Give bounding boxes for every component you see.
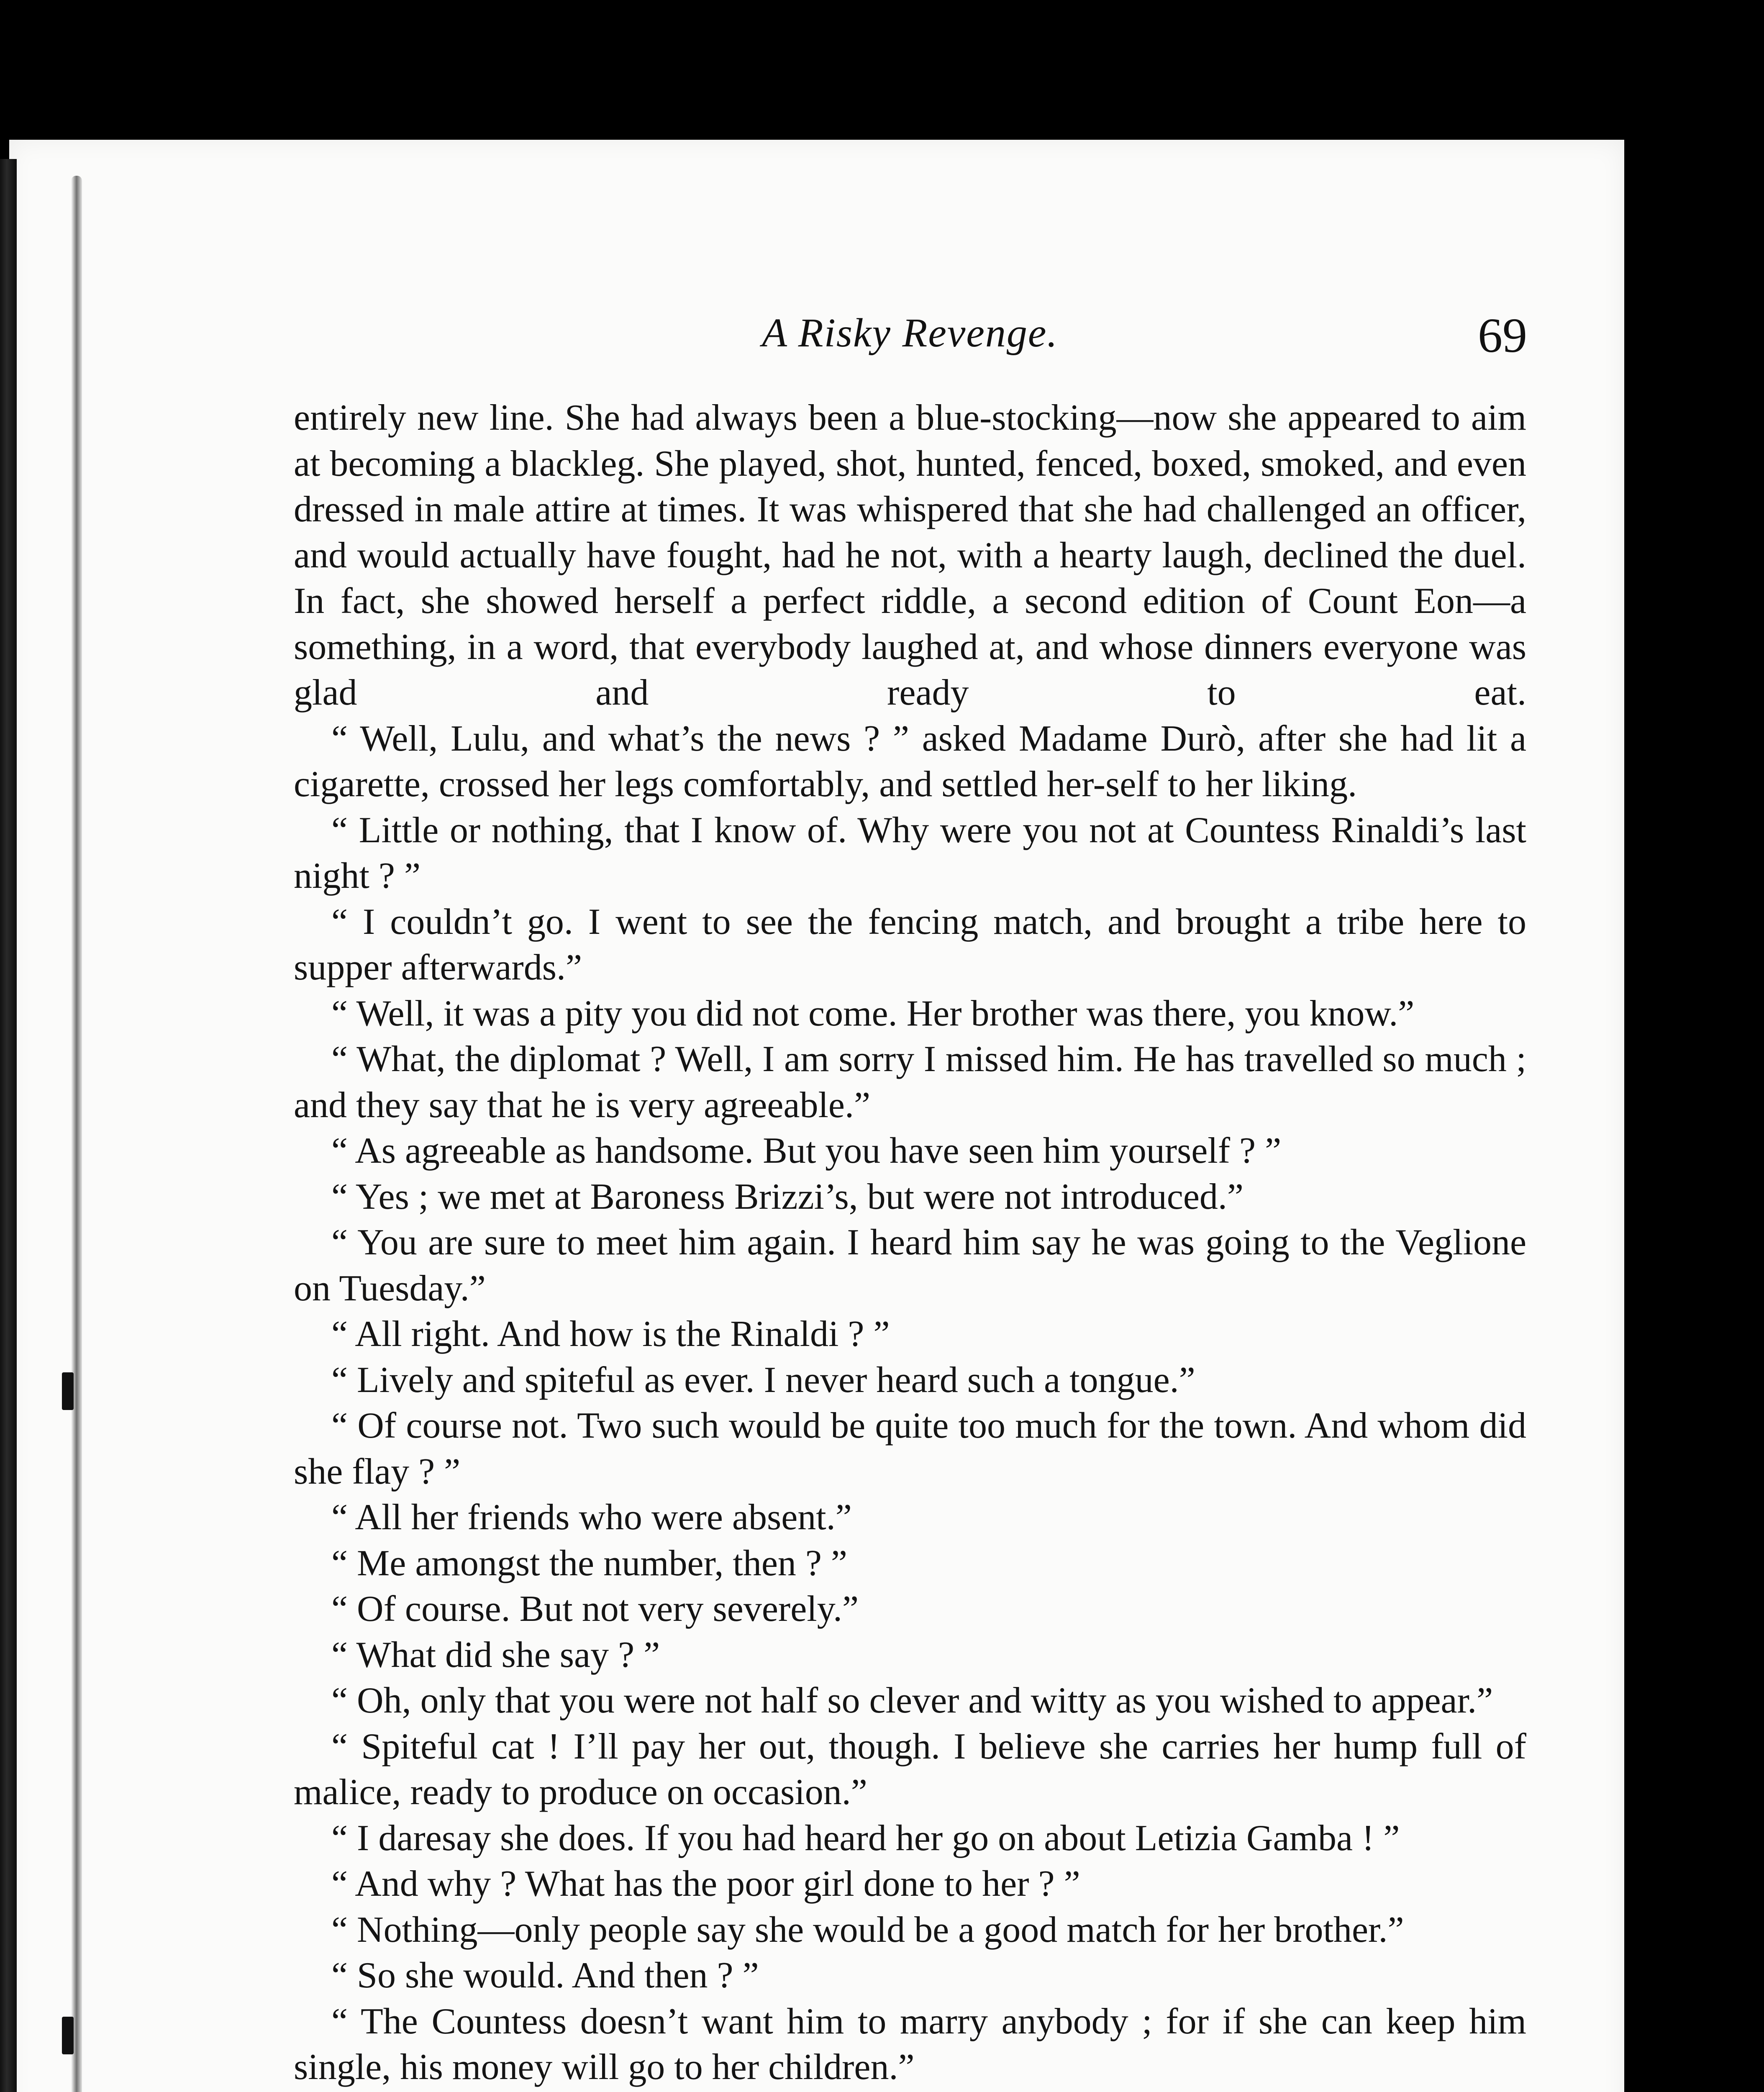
binding-mark <box>62 2017 74 2054</box>
paragraph: “ And why ? What has the poor girl done to her ? ” <box>331 1864 1080 1904</box>
paragraph: “ Me amongst the number, then ? ” <box>331 1543 847 1584</box>
paragraph: “ The Countess doesn’t want him to marry anybody ; for if she can keep him single, his money will go to her children.” <box>294 2001 1526 2087</box>
paragraph <box>294 2090 1526 2092</box>
paragraph: “ I daresay she does. If you had heard her go on about Letizia Gamba ! ” <box>331 1818 1400 1859</box>
paragraph: “ Nothing—only people say she would be a good match for her brother.” <box>331 1909 1404 1950</box>
paragraph: “ I couldn’t go. I went to see the fencing match, and brought a tribe here to supper afterwards.” <box>294 901 1526 988</box>
body-text <box>294 395 1526 2092</box>
paragraph: “ As agreeable as handsome. But you have seen him yourself ? ” <box>331 1131 1282 1171</box>
paragraph: “ Of course not. Two such would be quite too much for the town. And whom did she flay ? ” <box>294 1405 1526 1492</box>
paragraph: entirely new line. She had always been a blue-stocking—now she appeared to aim at becoming a blackleg. She played, shot, hunted, fenced, boxed, smoked, and even dressed in male attire at times. It was whispered that she had challenged an officer, and would actually have fought, had he not, with a hearty laugh, declined the duel. In fact, she showed herself a perfect riddle, a second edition of Count Eon—a something, in a word, that everybody laughed at, and whose dinners everyone was glad and ready to eat. <box>294 397 1526 713</box>
paragraph: “ What, the diplomat ? Well, I am sorry I missed him. He has travelled so much ; and they say that he is very agreeable.” <box>294 1039 1526 1125</box>
paragraph: “ Well, Lulu, and what’s the news ? ” asked Madame Durò, after she had lit a cigarette, crossed her legs comfortably, and settled her-self to her liking. <box>294 718 1526 805</box>
paragraph: “ You are sure to meet him again. I heard him say he was going to the Veglione on Tuesday.” <box>294 1222 1526 1309</box>
paragraph: “ Spiteful cat ! I’ll pay her out, though. I believe she carries her hump full of malice, ready to produce on occasion.” <box>294 1726 1526 1813</box>
paragraph: “ Lively and spiteful as ever. I never heard such a tongue.” <box>331 1359 1195 1400</box>
running-head: A Risky Revenge. <box>762 310 1058 356</box>
paragraph: “ So she would. And then ? ” <box>331 1955 759 1996</box>
paragraph: “ What did she say ? ” <box>331 1634 660 1675</box>
binding-gutter <box>0 159 17 2092</box>
paragraph: “ Yes ; we met at Baroness Brizzi’s, but were not introduced.” <box>331 1176 1244 1217</box>
binding-mark <box>62 1372 74 1410</box>
spine-shadow <box>71 176 82 2092</box>
paragraph: “ Oh, only that you were not half so clever and witty as you wished to appear.” <box>331 1680 1493 1721</box>
paragraph: “ All her friends who were absent.” <box>331 1497 852 1538</box>
page-header <box>293 310 1527 377</box>
paragraph: “ All right. And how is the Rinaldi ? ” <box>331 1314 890 1354</box>
paragraph: “ Well, it was a pity you did not come. Her brother was there, you know.” <box>331 993 1415 1034</box>
paragraph: “ Little or nothing, that I know of. Why were you not at Countess Rinaldi’s last night ? ” <box>294 810 1526 896</box>
paragraph: “ Of course. But not very severely.” <box>331 1589 859 1629</box>
page-number: 69 <box>1478 308 1527 363</box>
